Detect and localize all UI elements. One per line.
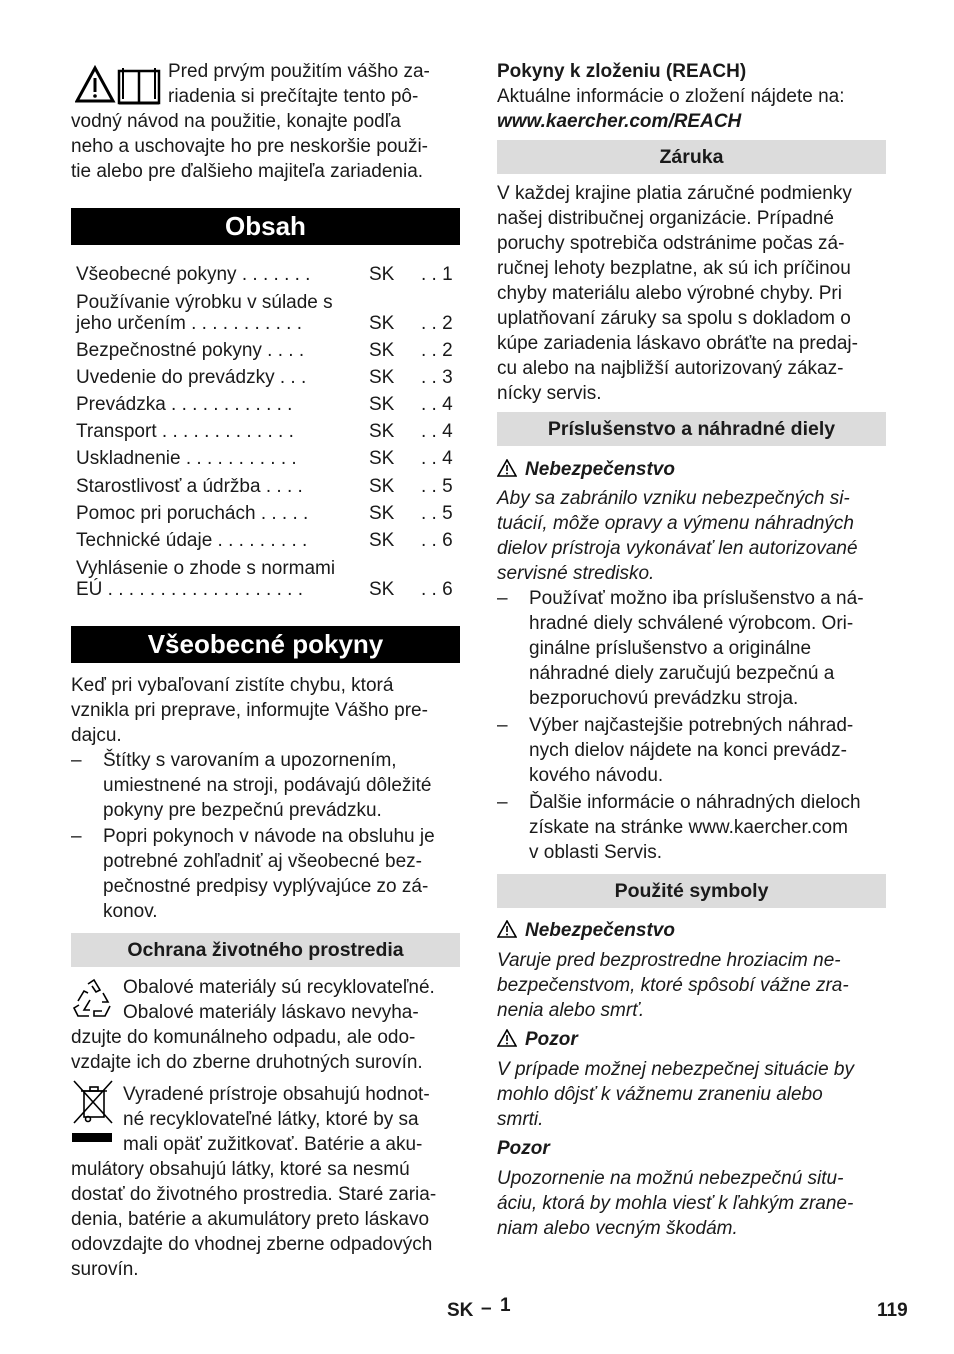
body-line: mulátory obsahujú látky, ktoré sa nesmú [71,1159,410,1180]
body-line: Aktuálne informácie o zložení nájdete na: [497,86,845,107]
body-line: niam alebo vecným škodám. [497,1218,738,1239]
bullet-line: náhradné diely zaručujú bezpečnú a [529,663,835,684]
intro-line: neho a uschovajte ho pre neskoršie použi- [71,136,429,157]
body-line: denia, batérie a akumulátory preto láskavo [71,1209,430,1230]
body-line: Aby sa zabránilo vzniku nebezpečných si- [497,488,850,509]
bullet-line: Štítky s varovaním a upozornením, [103,750,397,771]
toc-entry[interactable]: Technické údaje . . . . . . . . . SK . . 6 [76,530,453,551]
bullet-line: nych dielov nájdete na konci prevádz- [529,740,847,761]
body-line: bezpečenstvom, ktoré spôsobí vážne zra- [497,975,849,996]
body-line: kúpe zariadenia láskavo obráťte na predaj- [497,333,858,354]
body-line: dajcu. [71,725,122,746]
body-line: V prípade možnej nebezpečnej situácie by [497,1059,855,1080]
toc-entry[interactable]: Uvedenie do prevádzky . . . SK . . 3 [76,367,453,388]
body-line: Obalové materiály sú recyklovateľné. [123,977,435,998]
bullet-line: Používať možno iba príslušenstvo a ná- [529,588,864,609]
bullet-dash: – [497,588,508,609]
intro-line: Pred prvým použitím vášho za- [168,61,430,82]
body-line: áciu, ktorá by mohla viesť k ľahkým zrane- [497,1193,854,1214]
bullet-line: pokyny pre bezpečnú prevádzku. [103,800,382,821]
toc-entry[interactable]: Uskladnenie . . . . . . . . . . . SK . . 4 [76,448,453,469]
accessories-heading: Príslušenstvo a náhradné diely [497,412,886,446]
body-line: tuácií, môže opravy a výmenu náhradných [497,513,854,534]
environment-heading: Ochrana životného prostredia [71,933,460,967]
body-line: V každej krajine platia záručné podmienky [497,183,852,204]
toc-entry[interactable]: Pomoc pri poruchách . . . . . SK . . 5 [76,503,453,524]
body-line: chyby materiálu alebo výrobné chyby. Pri [497,283,842,304]
warning-icon [497,920,517,938]
bullet-dash: – [497,715,508,736]
footer-dash: – [481,1298,492,1319]
bullet-line: Ďalšie informácie o náhradných dieloch [529,792,861,813]
bullet-line: kového návodu. [529,765,664,786]
warranty-heading: Záruka [497,140,886,174]
body-line: uplatňovaní záruky sa spolu s dokladom o [497,308,851,329]
body-line: dielov prístroja vykonávať len autorizované [497,538,858,559]
toc-entry[interactable]: Transport . . . . . . . . . . . . . SK . . 4 [76,421,453,442]
bullet-line: získate na stránke www.kaercher.com [529,817,848,838]
intro-line: vodný návod na použitie, konajte podľa [71,111,401,132]
body-line: smrti. [497,1109,544,1130]
bullet-line: konov. [103,901,158,922]
general-heading: Všeobecné pokyny [71,626,460,663]
toc-entry[interactable]: Prevádzka . . . . . . . . . . . . SK . . 4 [76,394,453,415]
body-line: Varuje pred bezprostredne hroziacim ne- [497,950,841,971]
body-line: dzujte do komunálneho odpadu, ale odo- [71,1027,416,1048]
bullet-line: Popri pokynoch v návode na obsluhu je [103,826,435,847]
body-line: mohlo dôjsť k vážnemu zraneniu alebo [497,1084,823,1105]
body-line: Upozornenie na možnú nebezpečnú situ- [497,1168,844,1189]
crossed-bin-icon [72,1079,116,1145]
body-line: mali opäť zužitkovať. Batérie a aku- [123,1134,423,1155]
body-line: Vyradené prístroje obsahujú hodnot- [123,1084,430,1105]
bullet-line: hradné diely schválené výrobcom. Ori- [529,613,854,634]
danger-label: Nebezpečenstvo [497,457,675,482]
body-line: našej distribučnej organizácie. Prípadné [497,208,834,229]
bullet-line: potrebné zohľadniť aj všeobecné bez- [103,851,422,872]
bullet-line: v oblasti Servis. [529,842,663,863]
bullet-line: Výber najčastejšie potrebných náhrad- [529,715,854,736]
toc-entry[interactable]: Všeobecné pokyny . . . . . . . SK . . 1 [76,264,453,285]
symbols-heading: Použité symboly [497,874,886,908]
body-line: poruchy spotrebiča odstránime počas zá- [497,233,845,254]
body-line: odovzdajte do vhodnej zberne odpadových [71,1234,433,1255]
bullet-line: pečnostné predpisy vyplývajúce zo zá- [103,876,429,897]
caution-label: Pozor [497,1027,578,1052]
bullet-line: umiestnené na stroji, podávajú dôležité [103,775,432,796]
toc-entry[interactable]: Vyhlásenie o zhode s normami EÚ . . . . . . . . . . . . . . . . . . . SK . . 6 [76,558,453,600]
toc-entry[interactable]: Bezpečnostné pokyny . . . . SK . . 2 [76,340,453,361]
toc-heading: Obsah [71,208,460,245]
body-line: nícky servis. [497,383,602,404]
body-line: Obalové materiály láskavo nevyha- [123,1002,419,1023]
body-line: vzdajte ich do zberne druhotných surovín. [71,1052,423,1073]
warning-icon [497,459,517,477]
body-line: né recyklovateľné látky, ktoré by sa [123,1109,419,1130]
reach-link[interactable]: www.kaercher.com/REACH [497,111,742,132]
page-number: 119 [877,1300,908,1321]
bullet-dash: – [71,750,82,771]
body-line: servisné stredisko. [497,563,655,584]
bullet-line: ginálne príslušenstvo a originálne [529,638,812,659]
body-line: nenia alebo smrť. [497,1000,645,1021]
body-line: Keď pri vybaľovaní zistíte chybu, ktorá [71,675,394,696]
footer-number: 1 [500,1295,511,1316]
footer-lang: SK [447,1300,474,1321]
danger-label: Nebezpečenstvo [497,918,675,943]
intro-line: riadenia si prečítajte tento pô- [168,86,419,107]
caution-label: Pozor [497,1138,550,1159]
toc-entry[interactable]: Starostlivosť a údržba . . . . SK . . 5 [76,476,453,497]
body-line: cu alebo na najbližší autorizovaný zákaz- [497,358,844,379]
body-line: vznikla pri preprave, informujte Vášho pre- [71,700,428,721]
bullet-dash: – [497,792,508,813]
intro-line: tie alebo pre ďalšieho majiteľa zariadenia. [71,161,424,182]
warning-manual-icon [75,65,163,105]
warning-icon [497,1029,517,1047]
recycling-icon [72,978,116,1020]
body-line: ručnej lehoty bezplatne, ak sú ich príčinou [497,258,851,279]
body-line: dostať do životného prostredia. Staré zaria- [71,1184,437,1205]
reach-heading: Pokyny k zloženiu (REACH) [497,61,747,82]
bullet-line: bezporuchovú prevádzku stroja. [529,688,799,709]
toc-entry[interactable]: Používanie výrobku v súlade s jeho určením . . . . . . . . . . . SK . . 2 [76,292,453,334]
bullet-dash: – [71,826,82,847]
body-line: surovín. [71,1259,139,1280]
